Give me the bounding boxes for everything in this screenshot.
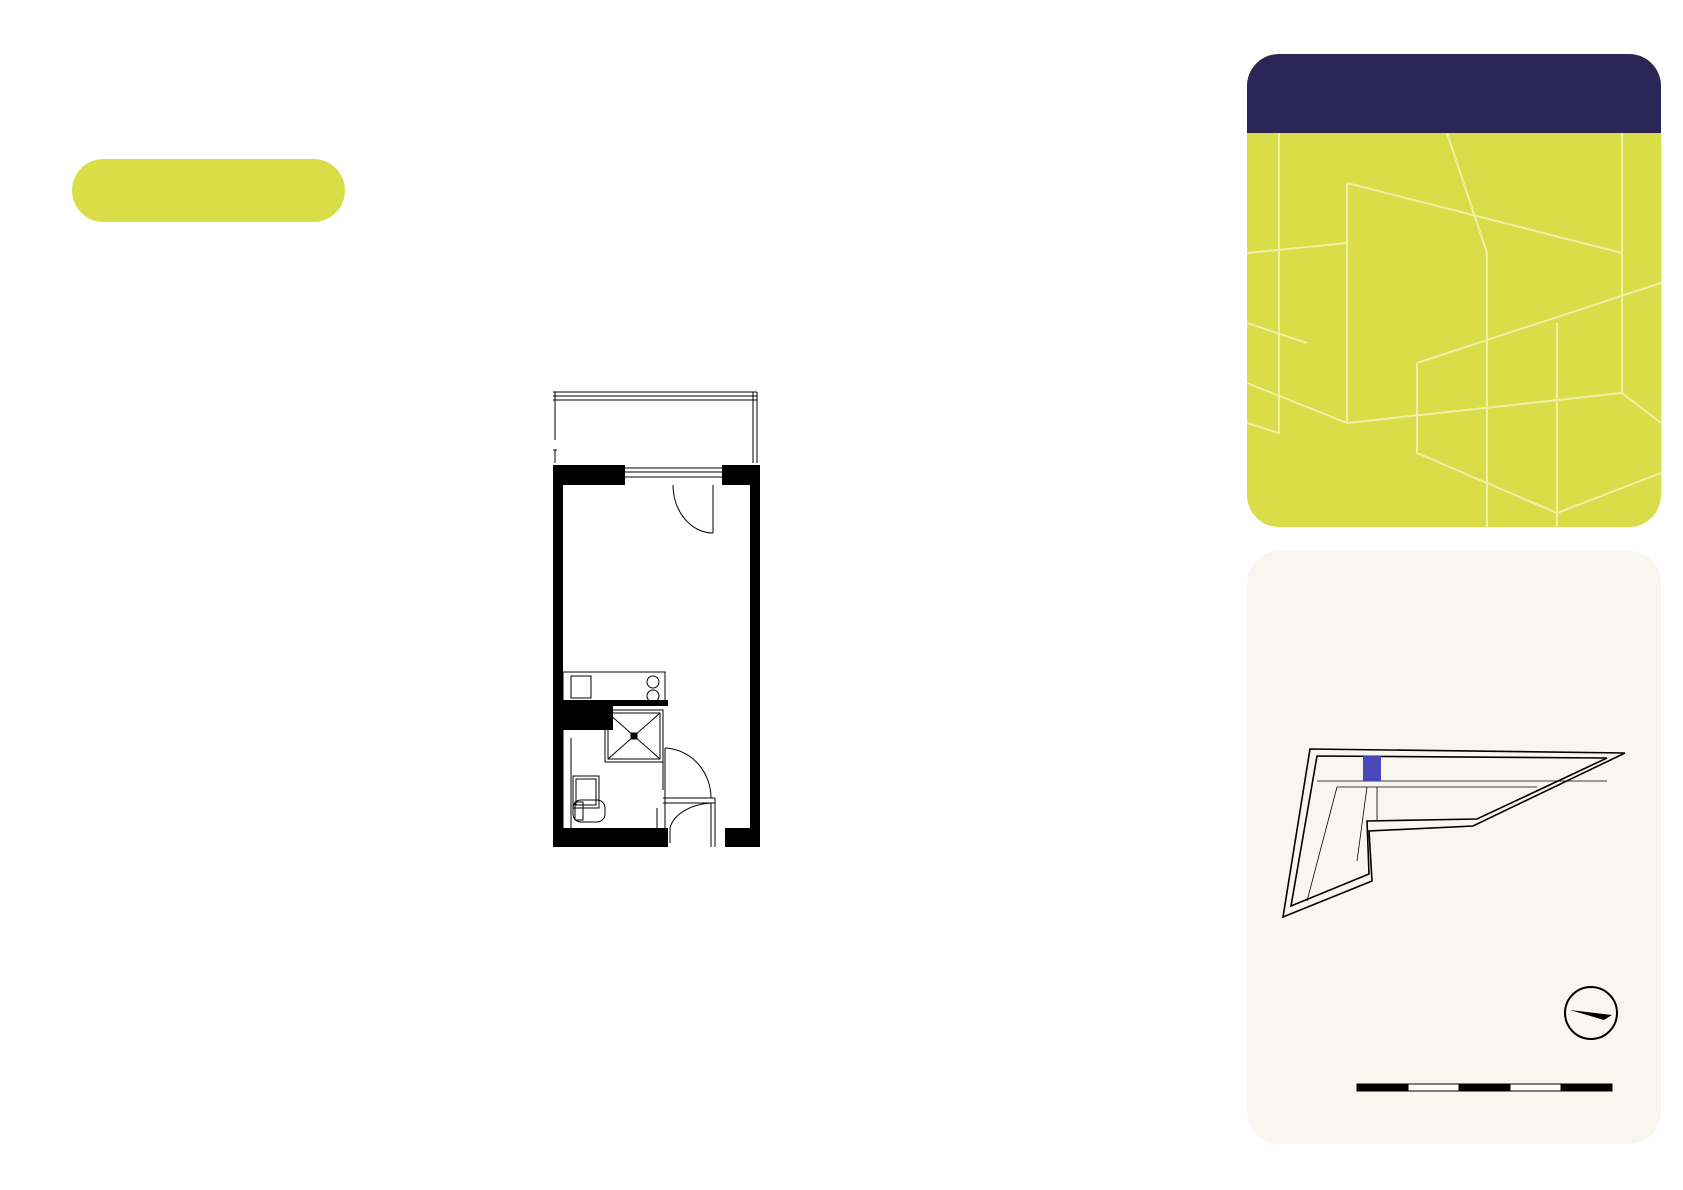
walls (553, 465, 760, 847)
site-plan-card (1247, 551, 1661, 1144)
decorative-lines (1247, 133, 1661, 527)
balcony-door (625, 468, 722, 533)
site-plan-drawing (1277, 741, 1637, 941)
floor-plan (545, 388, 770, 853)
location-badge (72, 159, 345, 222)
unit-info-card (1247, 54, 1661, 527)
kitchenette (563, 672, 665, 704)
scale-bar (1347, 1081, 1637, 1131)
balcony-outline (553, 392, 757, 463)
elevon-logo (68, 48, 348, 143)
north-compass-icon (1562, 984, 1620, 1042)
unit-header (1247, 54, 1661, 133)
shower (605, 710, 663, 762)
highlighted-unit (1363, 756, 1381, 781)
